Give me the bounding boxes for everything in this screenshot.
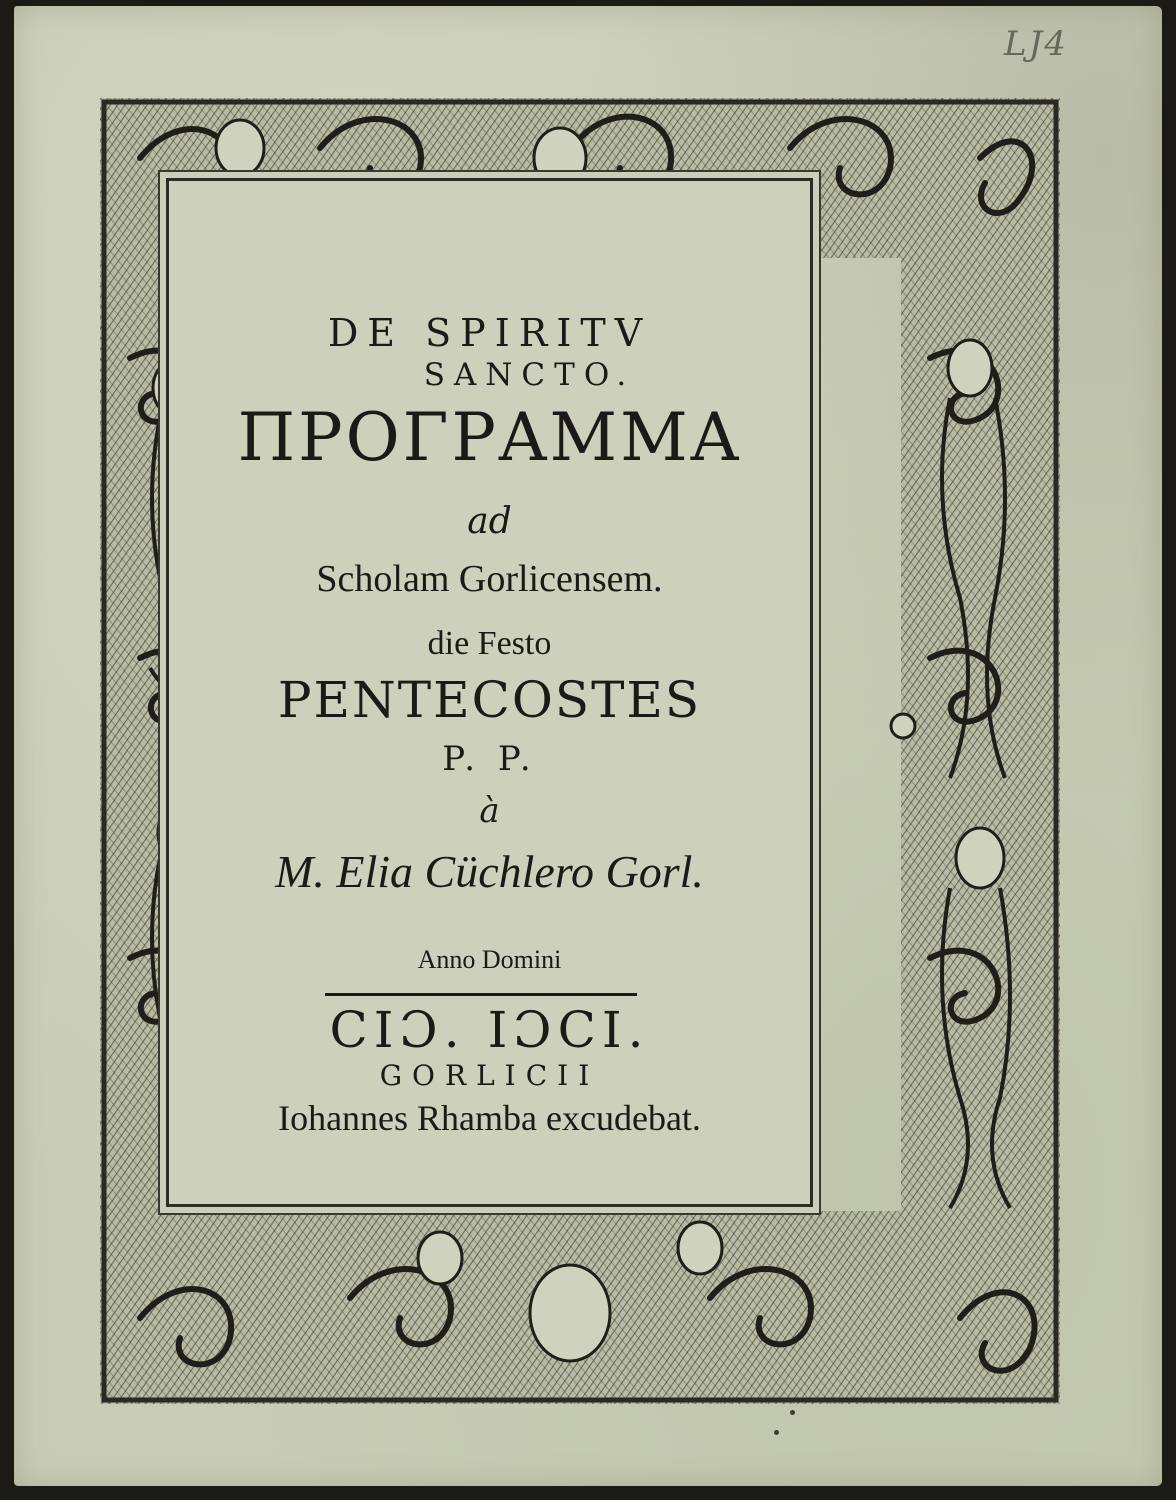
- line-pp: P. P.: [442, 739, 537, 779]
- manuscript-note: LJ4: [1004, 24, 1068, 64]
- line-a: à: [479, 791, 500, 831]
- paper-sheet: [14, 6, 1162, 1486]
- line-anno: Anno Domini: [417, 945, 562, 974]
- ink-spot: [774, 1430, 779, 1435]
- title-line-2: SANCTO.: [423, 357, 636, 393]
- line-feast: PENTECOSTES: [277, 671, 702, 729]
- printer-line: Iohannes Rhamba excudebat.: [278, 1098, 701, 1138]
- line-die: die Festo: [427, 625, 552, 662]
- title-panel: [166, 178, 813, 1207]
- year-line: CIƆ. IƆCI.: [329, 1001, 650, 1059]
- author-line: M. Elia Cüchlero Gorl.: [275, 846, 704, 897]
- greek-title: ΠΡΟΓΡΑΜΜΑ: [237, 399, 742, 476]
- line-ad: ad: [467, 501, 512, 542]
- line-school: Scholam Gorlicensem.: [316, 558, 663, 600]
- divider-rule: [325, 993, 637, 996]
- place-line: GORLICII: [379, 1059, 600, 1092]
- title-line-1: DE SPIRITV: [327, 311, 652, 355]
- ink-spot: [790, 1410, 795, 1415]
